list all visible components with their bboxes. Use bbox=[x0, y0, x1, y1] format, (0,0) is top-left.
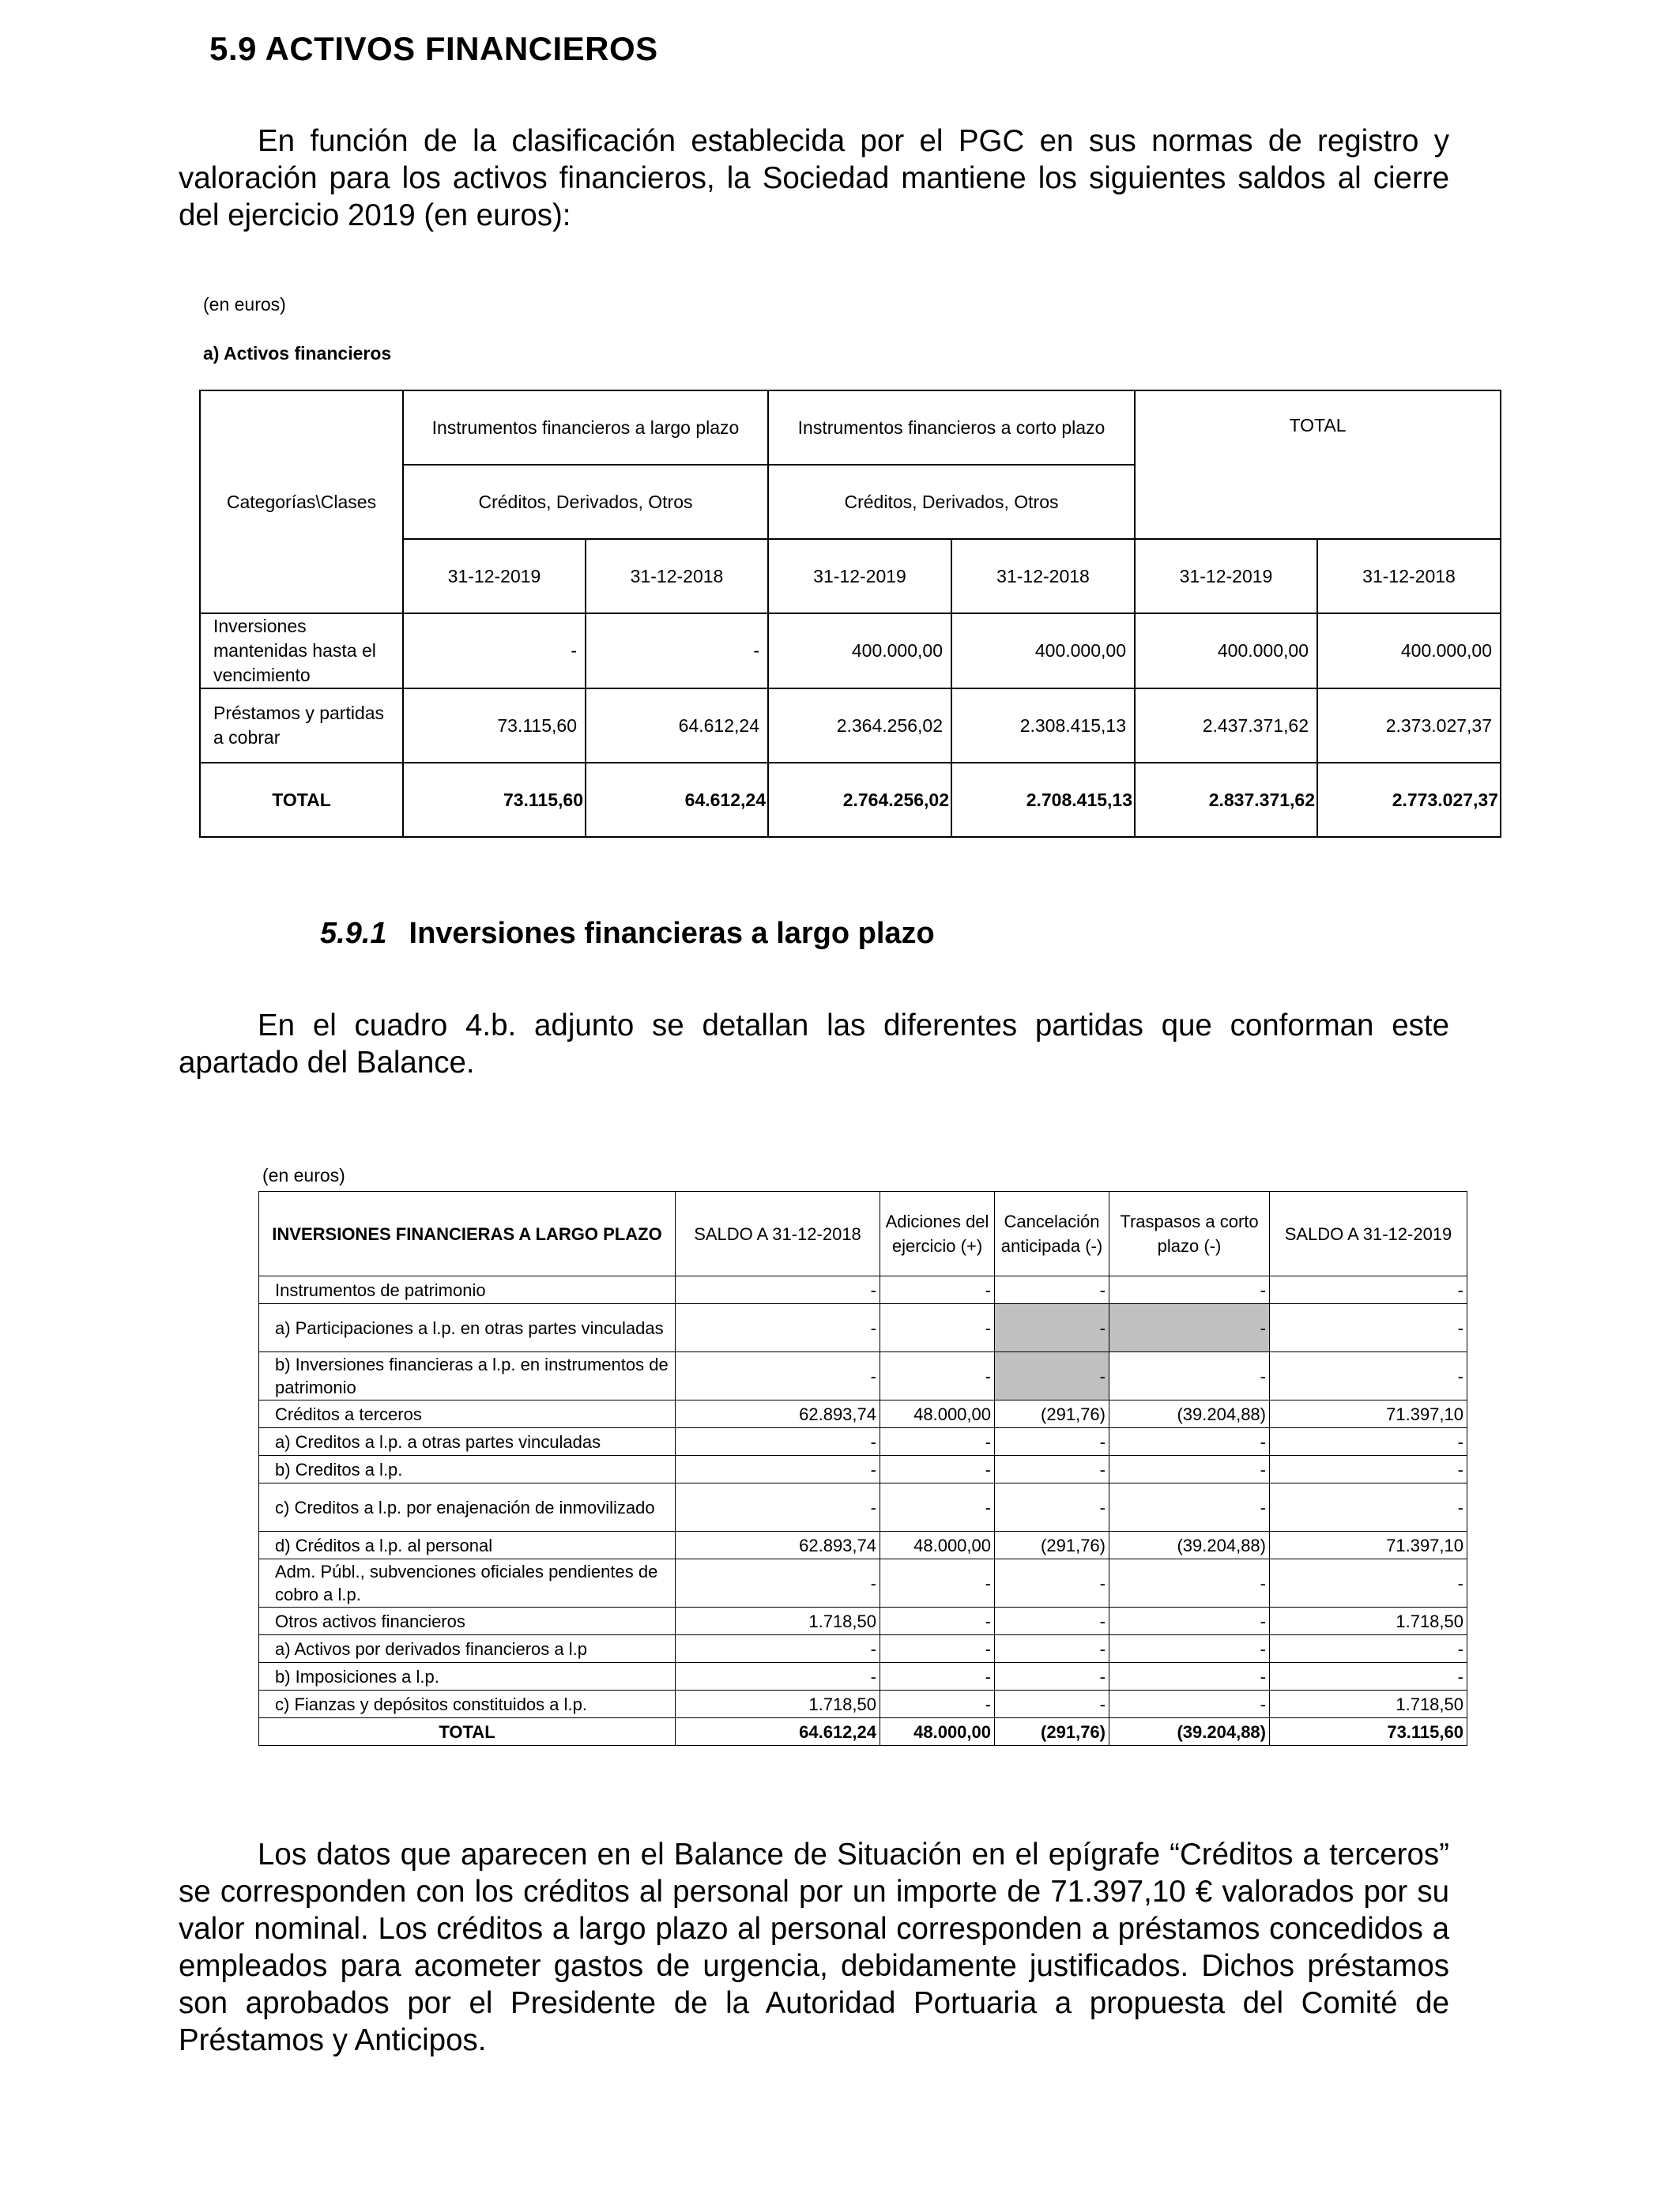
cell-value: 73.115,60 bbox=[403, 688, 586, 763]
cell-value: 48.000,00 bbox=[880, 1532, 995, 1559]
long-term-subheader: Créditos, Derivados, Otros bbox=[403, 465, 768, 539]
cell-value: - bbox=[1270, 1559, 1467, 1608]
cell-value: 400.000,00 bbox=[1317, 613, 1501, 688]
total-value: 73.115,60 bbox=[1270, 1718, 1467, 1746]
cell-value: - bbox=[995, 1608, 1109, 1635]
cell-value: - bbox=[1270, 1663, 1467, 1691]
cell-value: - bbox=[676, 1559, 880, 1608]
short-term-subheader: Créditos, Derivados, Otros bbox=[768, 465, 1135, 539]
cell-value: - bbox=[880, 1635, 995, 1663]
cell-value: 62.893,74 bbox=[676, 1400, 880, 1428]
date-header: 31-12-2018 bbox=[951, 539, 1135, 613]
cell-value: - bbox=[995, 1304, 1109, 1352]
row-label: Adm. Públ., subvenciones oficiales pendientes de cobro a l.p. bbox=[259, 1559, 676, 1608]
closing-paragraph: Los datos que aparecen en el Balance de Situación en el epígrafe “Créditos a terceros” se corresponden con los créditos al personal por un importe de 71.397,10 € valorados por su valor nominal. Los créditos a largo plazo al personal corresponden a préstamos concedidos a empleados para acometer gastos de urgencia, debidamente justificados. Dichos préstamos son aprobados por el Presidente de la Autoridad Portuaria a propuesta del Comité de Préstamos y Anticipos. bbox=[179, 1838, 1449, 2057]
long-term-header: Instrumentos financieros a largo plazo bbox=[403, 390, 768, 465]
cell-value: - bbox=[995, 1276, 1109, 1304]
row-label: d) Créditos a l.p. al personal bbox=[259, 1532, 676, 1559]
column-header: Traspasos a corto plazo (-) bbox=[1109, 1192, 1270, 1276]
cell-value: - bbox=[880, 1456, 995, 1483]
cell-value: - bbox=[880, 1428, 995, 1456]
cell-value: - bbox=[1109, 1635, 1270, 1663]
total-label: TOTAL bbox=[200, 763, 403, 837]
cell-value: - bbox=[880, 1608, 995, 1635]
cell-value: - bbox=[1270, 1483, 1467, 1532]
row-label: a) Activos por derivados financieros a l.p bbox=[259, 1635, 676, 1663]
cell-value: - bbox=[880, 1352, 995, 1400]
short-term-header: Instrumentos financieros a corto plazo bbox=[768, 390, 1135, 465]
cell-value: - bbox=[676, 1428, 880, 1456]
total-value: 2.773.027,37 bbox=[1317, 763, 1501, 837]
cell-value: - bbox=[1270, 1635, 1467, 1663]
column-header: SALDO A 31-12-2019 bbox=[1270, 1192, 1467, 1276]
intro-paragraph: En función de la clasificación establecida por el PGC en sus normas de registro y valoración para los activos financieros, la Sociedad mantiene los siguientes saldos al cierre del ejercicio 2019 (en euros): bbox=[179, 124, 1449, 232]
cell-value: - bbox=[880, 1304, 995, 1352]
cell-value: - bbox=[1109, 1559, 1270, 1608]
cell-value: - bbox=[1109, 1304, 1270, 1352]
total-label: TOTAL bbox=[259, 1718, 676, 1746]
cell-value: - bbox=[676, 1304, 880, 1352]
cell-value: - bbox=[676, 1456, 880, 1483]
row-label: a) Creditos a l.p. a otras partes vinculadas bbox=[259, 1428, 676, 1456]
cell-value: - bbox=[1109, 1691, 1270, 1718]
table-row bbox=[200, 688, 1501, 763]
cell-value: - bbox=[995, 1635, 1109, 1663]
table-row bbox=[259, 1483, 1467, 1532]
row-label: b) Imposiciones a l.p. bbox=[259, 1663, 676, 1691]
cell-value: - bbox=[1270, 1276, 1467, 1304]
row-label: Créditos a terceros bbox=[259, 1400, 676, 1428]
cell-value: - bbox=[676, 1483, 880, 1532]
subsection-paragraph: En el cuadro 4.b. adjunto se detallan las diferentes partidas que conforman este apartado del Balance. bbox=[179, 1008, 1449, 1080]
cell-value: (291,76) bbox=[995, 1532, 1109, 1559]
table-row bbox=[259, 1663, 1467, 1691]
cell-value: - bbox=[1270, 1456, 1467, 1483]
cell-value: 400.000,00 bbox=[768, 613, 951, 688]
row-label: a) Participaciones a l.p. en otras partes vinculadas bbox=[259, 1304, 676, 1352]
cell-value: - bbox=[995, 1456, 1109, 1483]
table1-caption: a) Activos financieros bbox=[203, 343, 392, 364]
total-value: 2.837.371,62 bbox=[1135, 763, 1317, 837]
table-row bbox=[200, 613, 1501, 688]
cell-value: - bbox=[1270, 1352, 1467, 1400]
cell-value: 2.437.371,62 bbox=[1135, 688, 1317, 763]
cell-value: - bbox=[880, 1663, 995, 1691]
long-term-investments-table bbox=[258, 1191, 1467, 1746]
cell-value: - bbox=[995, 1428, 1109, 1456]
total-header: TOTAL bbox=[1135, 390, 1501, 539]
financial-assets-table bbox=[199, 390, 1501, 838]
category-header: Categorías\Clases bbox=[200, 390, 403, 613]
section-title: 5.9 ACTIVOS FINANCIEROS bbox=[209, 30, 658, 67]
cell-value: (39.204,88) bbox=[1109, 1400, 1270, 1428]
cell-value: - bbox=[880, 1483, 995, 1532]
date-header: 31-12-2019 bbox=[403, 539, 586, 613]
total-value: (291,76) bbox=[995, 1718, 1109, 1746]
cell-value: - bbox=[1109, 1276, 1270, 1304]
cell-value: - bbox=[880, 1276, 995, 1304]
cell-value: - bbox=[1109, 1352, 1270, 1400]
total-value: 2.708.415,13 bbox=[951, 763, 1135, 837]
cell-value: - bbox=[1270, 1304, 1467, 1352]
cell-value: 1.718,50 bbox=[1270, 1608, 1467, 1635]
cell-value: 64.612,24 bbox=[586, 688, 768, 763]
row-label: c) Fianzas y depósitos constituidos a l.p. bbox=[259, 1691, 676, 1718]
total-row bbox=[259, 1718, 1467, 1746]
date-header: 31-12-2018 bbox=[1317, 539, 1501, 613]
table-row bbox=[259, 1456, 1467, 1483]
row-label: b) Creditos a l.p. bbox=[259, 1456, 676, 1483]
row-label: Inversiones mantenidas hasta el vencimiento bbox=[200, 613, 403, 688]
table-row bbox=[259, 1400, 1467, 1428]
subsection-text: Inversiones financieras a largo plazo bbox=[409, 917, 935, 950]
row-label: Otros activos financieros bbox=[259, 1608, 676, 1635]
cell-value: 400.000,00 bbox=[1135, 613, 1317, 688]
table-row bbox=[259, 1608, 1467, 1635]
cell-value: - bbox=[676, 1635, 880, 1663]
table1-unit-note: (en euros) bbox=[203, 294, 286, 315]
cell-value: - bbox=[676, 1352, 880, 1400]
cell-value: 1.718,50 bbox=[1270, 1691, 1467, 1718]
table-row bbox=[259, 1532, 1467, 1559]
total-value: 64.612,24 bbox=[676, 1718, 880, 1746]
cell-value: 71.397,10 bbox=[1270, 1532, 1467, 1559]
cell-value: - bbox=[1109, 1483, 1270, 1532]
cell-value: 71.397,10 bbox=[1270, 1400, 1467, 1428]
cell-value: - bbox=[995, 1483, 1109, 1532]
table-row bbox=[259, 1276, 1467, 1304]
column-header: INVERSIONES FINANCIERAS A LARGO PLAZO bbox=[259, 1192, 676, 1276]
table-row bbox=[259, 1304, 1467, 1352]
table2-unit-note: (en euros) bbox=[262, 1165, 345, 1186]
cell-value: 48.000,00 bbox=[880, 1400, 995, 1428]
table-row bbox=[259, 1559, 1467, 1608]
row-label: c) Creditos a l.p. por enajenación de inmovilizado bbox=[259, 1483, 676, 1532]
total-value: (39.204,88) bbox=[1109, 1718, 1270, 1746]
total-value: 73.115,60 bbox=[403, 763, 586, 837]
column-header: Cancelación anticipada (-) bbox=[995, 1192, 1109, 1276]
table-row bbox=[259, 1691, 1467, 1718]
cell-value: 400.000,00 bbox=[951, 613, 1135, 688]
cell-value: (291,76) bbox=[995, 1400, 1109, 1428]
table-row bbox=[259, 1635, 1467, 1663]
cell-value: - bbox=[676, 1276, 880, 1304]
total-row bbox=[200, 763, 1501, 837]
cell-value: - bbox=[995, 1352, 1109, 1400]
cell-value: 62.893,74 bbox=[676, 1532, 880, 1559]
cell-value: - bbox=[995, 1663, 1109, 1691]
cell-value: - bbox=[880, 1559, 995, 1608]
total-value: 2.764.256,02 bbox=[768, 763, 951, 837]
column-header: SALDO A 31-12-2018 bbox=[676, 1192, 880, 1276]
cell-value: - bbox=[403, 613, 586, 688]
cell-value: - bbox=[586, 613, 768, 688]
cell-value: - bbox=[676, 1663, 880, 1691]
cell-value: - bbox=[1109, 1663, 1270, 1691]
cell-value: (39.204,88) bbox=[1109, 1532, 1270, 1559]
cell-value: - bbox=[1109, 1608, 1270, 1635]
date-header: 31-12-2018 bbox=[586, 539, 768, 613]
total-value: 48.000,00 bbox=[880, 1718, 995, 1746]
cell-value: 1.718,50 bbox=[676, 1608, 880, 1635]
cell-value: 2.364.256,02 bbox=[768, 688, 951, 763]
table-row bbox=[259, 1352, 1467, 1400]
cell-value: - bbox=[880, 1691, 995, 1718]
total-value: 64.612,24 bbox=[586, 763, 768, 837]
subsection-title bbox=[320, 917, 935, 951]
cell-value: 2.373.027,37 bbox=[1317, 688, 1501, 763]
column-header: Adiciones del ejercicio (+) bbox=[880, 1192, 995, 1276]
cell-value: - bbox=[995, 1559, 1109, 1608]
cell-value: - bbox=[995, 1691, 1109, 1718]
row-label: Préstamos y partidas a cobrar bbox=[200, 688, 403, 763]
row-label: b) Inversiones financieras a l.p. en instrumentos de patrimonio bbox=[259, 1352, 676, 1400]
cell-value: - bbox=[1270, 1428, 1467, 1456]
date-header: 31-12-2019 bbox=[768, 539, 951, 613]
row-label: Instrumentos de patrimonio bbox=[259, 1276, 676, 1304]
cell-value: 2.308.415,13 bbox=[951, 688, 1135, 763]
subsection-number: 5.9.1 bbox=[320, 917, 387, 950]
date-header: 31-12-2019 bbox=[1135, 539, 1317, 613]
table-row bbox=[259, 1428, 1467, 1456]
cell-value: - bbox=[1109, 1456, 1270, 1483]
cell-value: 1.718,50 bbox=[676, 1691, 880, 1718]
cell-value: - bbox=[1109, 1428, 1270, 1456]
